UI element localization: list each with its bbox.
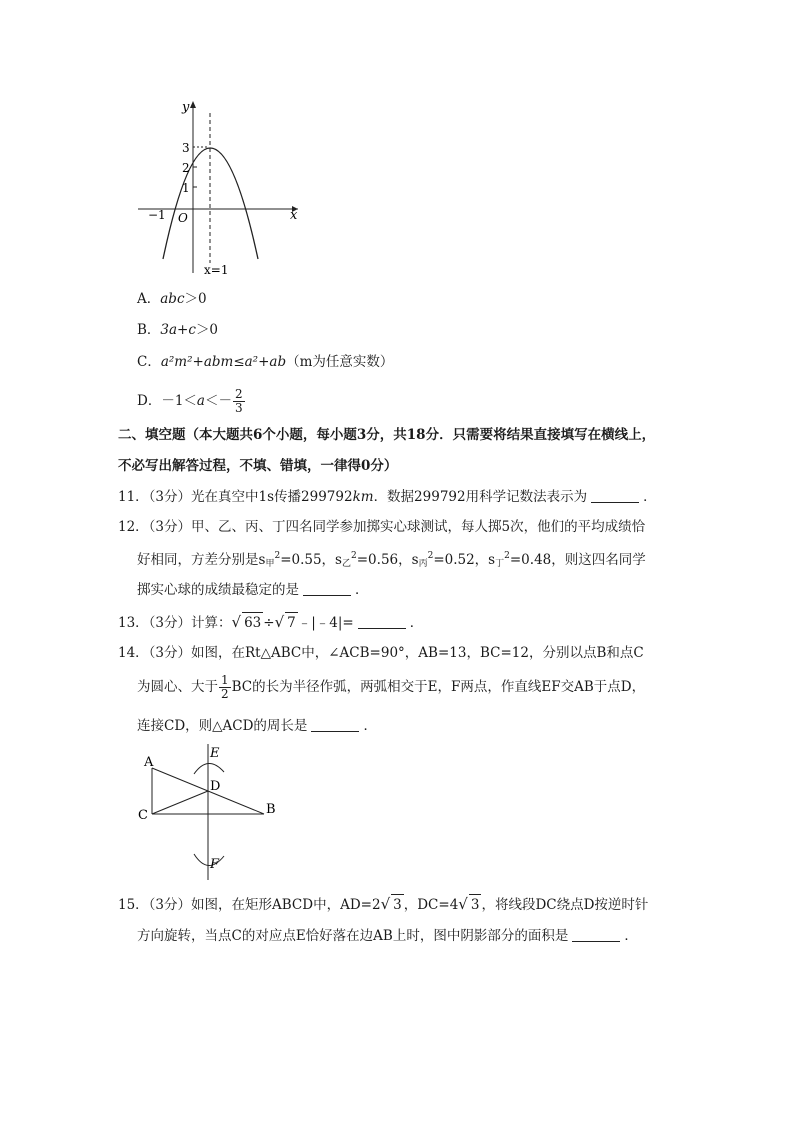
q14-fraction: [219, 674, 231, 701]
question-14-line1: 14．（3分）如图，在Rt△ABC中，∠ACB=90°，AB=13，BC=12，分别以点B和点C: [118, 645, 644, 661]
q11-end: ．: [643, 489, 657, 505]
option-d-den: 3: [234, 400, 243, 415]
label-B: B: [266, 802, 276, 817]
tick-neg1-label: −1: [148, 208, 166, 222]
q12-sub-yi: 乙: [342, 559, 352, 569]
q14-line2-b: BC的长为半径作弧，两弧相交于E，F两点，作直线EF交AB于点D，: [231, 679, 646, 695]
q12-sub-jia: 甲: [265, 559, 275, 569]
q13-end: ．: [409, 615, 424, 631]
tick-2-label: 2: [182, 161, 190, 175]
q14-end: ．: [363, 718, 377, 734]
option-a-expr: abc: [160, 291, 185, 307]
question-14-line3: [137, 716, 377, 736]
q15-answer-blank[interactable]: [572, 927, 620, 942]
option-a-tail: ＞0: [184, 291, 207, 307]
q11-answer-blank[interactable]: [591, 488, 639, 503]
question-12-line3: [137, 580, 369, 600]
option-a-prefix: A．: [137, 291, 161, 307]
q12-sup-bing: 2: [427, 551, 434, 561]
triangle-figure: [130, 740, 290, 890]
q13-divide: ÷: [263, 615, 275, 631]
question-13: [118, 612, 423, 633]
arc-E: [194, 763, 224, 774]
label-C: C: [138, 808, 148, 823]
q11-text: 11．（3分）光在真空中1s传播299792: [118, 489, 353, 505]
section2-heading-line1: 二、填空题（本大题共6个小题，每小题3分，共18分．只需要将结果直接填写在横线上，: [118, 427, 656, 443]
q13-tail: ﹣|﹣4|=: [297, 615, 354, 631]
option-d-prefix: D．－1＜: [137, 393, 197, 409]
q12-sub-bing: 丙: [418, 559, 428, 569]
option-d: [137, 384, 246, 418]
q15-line1-c: ，将线段DC绕点D按逆时针: [481, 897, 649, 913]
option-a: [137, 289, 207, 309]
q13-radicand-63: 63: [242, 612, 263, 633]
q15-line2-text: 方向旋转，当点C的对应点E恰好落在边AB上时，图中阴影部分的面积是: [137, 928, 569, 944]
label-D: D: [210, 779, 221, 794]
q12-sup-yi: 2: [351, 551, 357, 561]
option-d-mid: ＜－: [204, 393, 232, 409]
origin-label: O: [178, 211, 188, 225]
q15-radicand-2: 3: [469, 894, 482, 915]
q14-frac-den: 2: [221, 686, 229, 701]
q14-answer-blank[interactable]: [311, 717, 359, 732]
q11-unit: km: [352, 489, 374, 505]
symmetry-label: x=1: [204, 263, 229, 277]
option-d-num: 2: [234, 386, 243, 401]
q12-line2-a: 好相同，方差分别是s: [137, 552, 266, 568]
sqrt-symbol: √: [231, 613, 242, 631]
arc-F: [194, 854, 224, 866]
option-b-tail: ＞0: [195, 322, 219, 338]
q14-frac-num: 1: [221, 672, 229, 687]
q12-v-yi: =0.56，s: [356, 552, 419, 568]
q15-radicand-1: 3: [391, 894, 404, 915]
option-b-prefix: B．: [137, 322, 161, 338]
y-axis-arrow: [190, 101, 196, 108]
q12-v-bing: =0.52，s: [433, 552, 496, 568]
q12-sup-ding: 2: [504, 551, 510, 561]
label-E: E: [210, 746, 220, 761]
question-12-line2: [137, 550, 646, 570]
q12-answer-blank[interactable]: [303, 581, 351, 596]
option-d-var: a: [196, 393, 205, 409]
label-F: F: [210, 857, 220, 872]
q12-sub-ding: 丁: [495, 559, 505, 569]
q12-v-ding: =0.48，则这四名同学: [509, 552, 646, 568]
label-A: A: [144, 755, 154, 770]
question-15-line1: [118, 894, 648, 915]
sqrt-symbol: √: [458, 895, 468, 913]
question-12-line1: 12．（3分）甲、乙、丙、丁四名同学参加掷实心球测试，每人掷5次，他们的平均成绩恰: [118, 519, 646, 535]
option-c-expr: a²m²+abm≤a²+ab: [160, 354, 287, 370]
option-b: [137, 320, 218, 340]
option-c-prefix: C．: [137, 354, 161, 370]
parabola-graph: [130, 95, 310, 277]
q12-sup-jia: 2: [274, 551, 281, 561]
q13-prefix: 13．（3分）计算：: [118, 615, 232, 631]
q12-end: ．: [355, 582, 369, 598]
tick-1-label: 1: [182, 181, 190, 195]
question-15-line2: [137, 926, 638, 946]
q15-end: ．: [624, 928, 638, 944]
q14-line2-a: 为圆心、大于: [137, 679, 218, 695]
option-d-fraction: [233, 388, 245, 415]
q12-line3-text: 掷实心球的成绩最稳定的是: [137, 582, 299, 598]
q11-text2: ．数据299792用科学记数法表示为: [373, 489, 588, 505]
tick-3-label: 3: [182, 141, 190, 155]
section2-heading-line2: 不必写出解答过程，不填、错填，一律得0分）: [118, 458, 398, 474]
option-c: [137, 352, 393, 372]
question-11: [118, 487, 657, 507]
y-label: y: [182, 100, 190, 115]
sqrt-symbol: √: [274, 613, 285, 631]
option-b-expr: 3a+c: [160, 322, 196, 338]
q13-answer-blank[interactable]: [358, 614, 406, 629]
option-c-note: （m为任意实数）: [286, 354, 394, 370]
x-label: x: [290, 208, 298, 223]
q12-v-jia: =0.55，s: [280, 552, 342, 568]
q15-line1-b: ，DC=4: [403, 897, 459, 913]
q14-line3-text: 连接CD，则△ACD的周长是: [137, 718, 308, 734]
q15-line1-a: 15．（3分）如图，在矩形ABCD中，AD=2: [118, 897, 381, 913]
sqrt-symbol: √: [380, 895, 391, 913]
segment-CD: [152, 791, 208, 814]
question-14-line2: [137, 670, 645, 704]
q13-radicand-7: 7: [285, 612, 298, 633]
